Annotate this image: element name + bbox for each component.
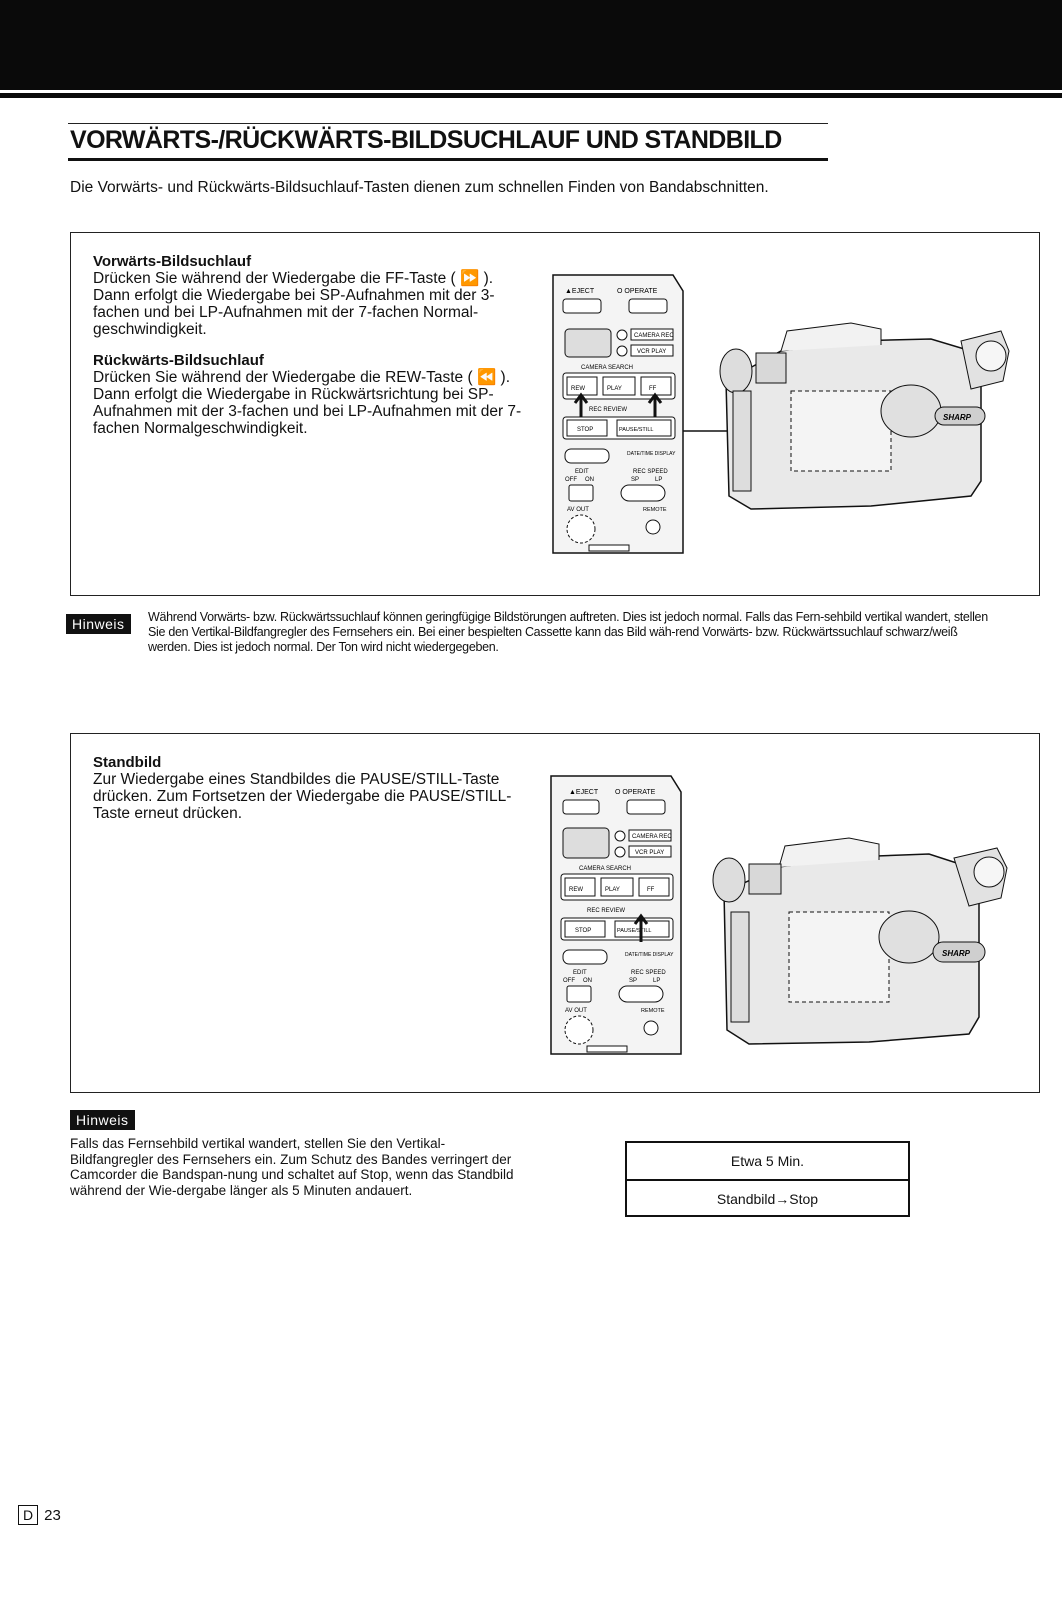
camcorder-illustration-search	[551, 271, 1011, 556]
rec-review-label: REC REVIEW	[587, 908, 626, 914]
remote-label: REMOTE	[643, 507, 667, 513]
title-underline	[68, 158, 828, 161]
fwd-search-heading: Vorwärts-Bildsuchlauf	[93, 253, 252, 270]
ff-label: FF	[649, 386, 657, 392]
play-label: PLAY	[607, 386, 622, 392]
date-time-label: DATE/TIME DISPLAY	[625, 952, 674, 958]
note-text: Falls das Fernsehbild vertikal wandert, stellen Sie den Vertikal-Bildfangregler des Fernsehers ein. Zum Schutz des Bandes verringert der Camcorder die Bandspan-nung und schaltet auf Stop, wenn das Standbild während der Wie-dergabe länger als 5 Minuten andauert.	[70, 1136, 514, 1198]
on-label: ON	[585, 477, 594, 483]
top-rule	[0, 93, 1062, 98]
page-number: 23	[44, 1506, 61, 1524]
date-time-label: DATE/TIME DISPLAY	[627, 451, 676, 457]
edit-label: EDIT	[573, 970, 587, 976]
title-rule-top	[68, 123, 828, 124]
date-time-button[interactable]	[565, 449, 609, 463]
still-panel	[70, 733, 1040, 1093]
brand-logo: SHARP	[943, 413, 972, 422]
play-label: PLAY	[605, 887, 620, 893]
hand-strap	[879, 911, 939, 963]
fwd-search-text: Drücken Sie während der Wiedergabe die FF-Taste ( ⏩ ). Dann erfolgt die Wiedergabe bei SP-Aufnahmen mit der 3-fachen und bei LP-Aufnahmen mit der 7-fachen Normal-geschwindigkeit.	[93, 270, 495, 338]
edit-switch[interactable]	[569, 485, 593, 501]
camera-rec-label: CAMERA REC	[634, 333, 674, 339]
sp-label: SP	[631, 477, 640, 483]
remote-sensor	[646, 520, 660, 534]
rev-search-heading: Rückwärts-Bildsuchlauf	[93, 352, 264, 369]
pause-still-label: PAUSE/STILL	[617, 928, 652, 934]
off-label: OFF	[563, 978, 575, 984]
date-time-button[interactable]	[563, 950, 607, 964]
av-out-label: AV OUT	[567, 507, 589, 513]
pause-still-label: PAUSE/STILL	[619, 427, 654, 433]
timer-duration: Etwa 5 Min.	[627, 1143, 908, 1181]
page-footer	[18, 1505, 61, 1525]
operate-label: O OPERATE	[617, 288, 658, 295]
power-switch[interactable]	[563, 828, 609, 858]
rec-speed-label: REC SPEED	[633, 469, 668, 475]
rec-speed-switch[interactable]	[621, 485, 665, 501]
search-panel	[70, 232, 1040, 596]
hinweis-badge: Hinweis	[70, 1110, 135, 1130]
lp-label: LP	[655, 477, 663, 483]
rew-label: REW	[569, 887, 583, 893]
av-out-label: AV OUT	[565, 1008, 587, 1014]
hinweis-badge: Hinweis	[66, 614, 131, 634]
viewfinder-eyecup	[720, 349, 752, 393]
sp-label: SP	[629, 978, 638, 984]
off-label: OFF	[565, 477, 577, 483]
operate-label: O OPERATE	[615, 789, 656, 796]
camcorder-illustration-still	[549, 772, 1009, 1057]
remote-label: REMOTE	[641, 1008, 665, 1014]
stop-label: STOP	[575, 928, 592, 934]
operate-button[interactable]	[629, 299, 667, 313]
lp-label: LP	[653, 978, 661, 984]
standbild-timer-table	[625, 1141, 910, 1217]
eject-button[interactable]	[563, 299, 601, 313]
on-label: ON	[583, 978, 592, 984]
edit-label: EDIT	[575, 469, 589, 475]
viewfinder-eyecup	[713, 858, 745, 902]
vcr-play-label: VCR PLAY	[637, 349, 667, 355]
still-heading: Standbild	[93, 754, 162, 771]
camera-rec-lamp	[617, 330, 627, 340]
still-text: Zur Wiedergabe eines Standbildes die PAUSE/STILL-Taste drücken. Zum Fortsetzen der Wiedergabe die PAUSE/STILL-Taste erneut drücken.	[93, 771, 512, 822]
search-instructions	[93, 253, 533, 437]
stop-label: STOP	[577, 427, 594, 433]
av-out-jack	[567, 515, 595, 543]
rev-search-text: Drücken Sie während der Wiedergabe die REW-Taste ( ⏪ ). Dann erfolgt die Wiedergabe in Rückwärtsrichtung bei SP-Aufnahmen mit der 3-fachen und bei LP-Aufnahmen mit der 7-fachen Normalgeschwindigkeit.	[93, 369, 522, 437]
eject-button[interactable]	[563, 800, 599, 814]
av-out-jack	[565, 1016, 593, 1044]
hand-strap	[881, 385, 941, 437]
rec-speed-label: REC SPEED	[631, 970, 666, 976]
page-title: VORWÄRTS-/RÜCKWÄRTS-BILDSUCHLAUF UND STANDBILD	[70, 126, 782, 154]
language-box: D	[18, 1505, 38, 1525]
vcr-play-label: VCR PLAY	[635, 850, 665, 856]
remote-sensor	[644, 1021, 658, 1035]
rew-label: REW	[571, 386, 585, 392]
vcr-play-lamp	[615, 847, 625, 857]
still-instructions	[93, 754, 533, 822]
timer-result: Standbild→Stop	[716, 1191, 819, 1207]
operate-button[interactable]	[627, 800, 665, 814]
rec-speed-switch[interactable]	[619, 986, 663, 1002]
camera-rec-lamp	[615, 831, 625, 841]
power-switch[interactable]	[565, 329, 611, 357]
note-text: Während Vorwärts- bzw. Rückwärtssuchlauf können geringfügige Bildstörungen auftreten. Dies ist jedoch normal. Falls das Fern-sehbild vertikal wandert, stellen Sie den Vertikal-Bildfangregler des Fernsehers ein. Bei einer bespielten Cassette kann das Bild wäh-rend Vorwärts- bzw. Rückwärtssuchlauf schwarz/weiß werden. Dies ist jedoch normal. Der Ton wird nicht wiedergegeben.	[148, 610, 988, 654]
vcr-play-lamp	[617, 346, 627, 356]
camera-rec-label: CAMERA REC	[632, 834, 672, 840]
top-black-band	[0, 0, 1062, 90]
camera-search-label: CAMERA SEARCH	[579, 866, 632, 872]
camera-search-label: CAMERA SEARCH	[581, 365, 634, 371]
rec-review-label: REC REVIEW	[589, 407, 628, 413]
edit-switch[interactable]	[567, 986, 591, 1002]
ff-label: FF	[647, 887, 655, 893]
brand-logo: SHARP	[942, 949, 971, 958]
eject-label: ▲EJECT	[569, 789, 599, 796]
intro-text: Die Vorwärts- und Rückwärts-Bildsuchlauf-Tasten dienen zum schnellen Finden von Bandabschnitten.	[70, 179, 769, 196]
eject-label: ▲EJECT	[565, 288, 595, 295]
